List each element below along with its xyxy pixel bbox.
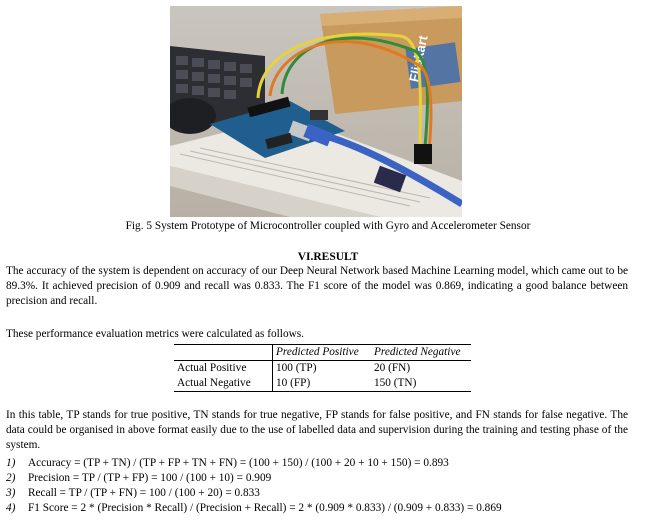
table-cell: 100 (TP) — [276, 362, 317, 374]
table-header-row — [174, 345, 471, 361]
formula-number: 2) — [6, 472, 16, 484]
formula-number: 4) — [6, 502, 16, 514]
table-header-cell — [174, 345, 273, 361]
table-row — [174, 361, 471, 377]
formula-number: 3) — [6, 487, 16, 499]
table-cell: 150 (TN) — [371, 376, 471, 392]
formula-text: F1 Score = 2 * (Precision * Recall) / (Precision + Recall) = 2 * (0.909 * 0.833) / (0.909 + 0.833) = 0.869 — [28, 502, 502, 514]
table-row-label: Actual Negative — [174, 376, 273, 392]
table-header-cell: Predicted Positive — [276, 346, 359, 358]
figure-caption: Fig. 5 System Prototype of Microcontroller coupled with Gyro and Accelerometer Sensor — [125, 220, 531, 232]
formula-item — [6, 501, 502, 516]
formula-item — [6, 486, 502, 501]
box-logo-text: Flipkart — [406, 34, 431, 84]
paragraph-table-explanation: In this table, TP stands for true positive, TN stands for true negative, FP stands for false positive, and FN stands for false negative. The data could be organised in above format easily due to the use of labelled data and supervision during the training and testing phase of the system. — [6, 409, 628, 451]
formula-text: Accuracy = (TP + TN) / (TP + FP + TN + FN) = (100 + 150) / (100 + 20 + 10 + 150) = 0.893 — [28, 457, 449, 469]
paragraph-results-summary: The accuracy of the system is dependent on accuracy of our Deep Neural Network based Machine Learning model, which came out to be 89.3%. It achieved precision of 0.909 and recall was 0.833. The F1 score of the model was 0.869, indicating a good balance between precision and recall. — [6, 265, 628, 307]
formula-number: 1) — [6, 457, 16, 469]
table-row-label: Actual Positive — [174, 361, 273, 377]
section-heading: VI.RESULT — [297, 251, 359, 263]
table-header-cell: Predicted Negative — [374, 346, 461, 358]
prototype-photo — [170, 6, 462, 217]
formula-list — [6, 456, 502, 516]
table-cell: 10 (FP) — [273, 376, 372, 392]
prototype-photo-illustration — [170, 6, 462, 217]
table-cell: 20 (FN) — [374, 362, 411, 374]
formula-item — [6, 456, 502, 471]
formula-item — [6, 471, 502, 486]
formula-text: Recall = TP / (TP + FN) = 100 / (100 + 20) = 0.833 — [28, 487, 260, 499]
paragraph-metrics-intro: These performance evaluation metrics were calculated as follows. — [6, 328, 304, 340]
confusion-matrix-table — [174, 344, 471, 392]
table-row — [174, 376, 471, 392]
formula-text: Precision = TP / (TP + FP) = 100 / (100 + 10) = 0.909 — [28, 472, 272, 484]
